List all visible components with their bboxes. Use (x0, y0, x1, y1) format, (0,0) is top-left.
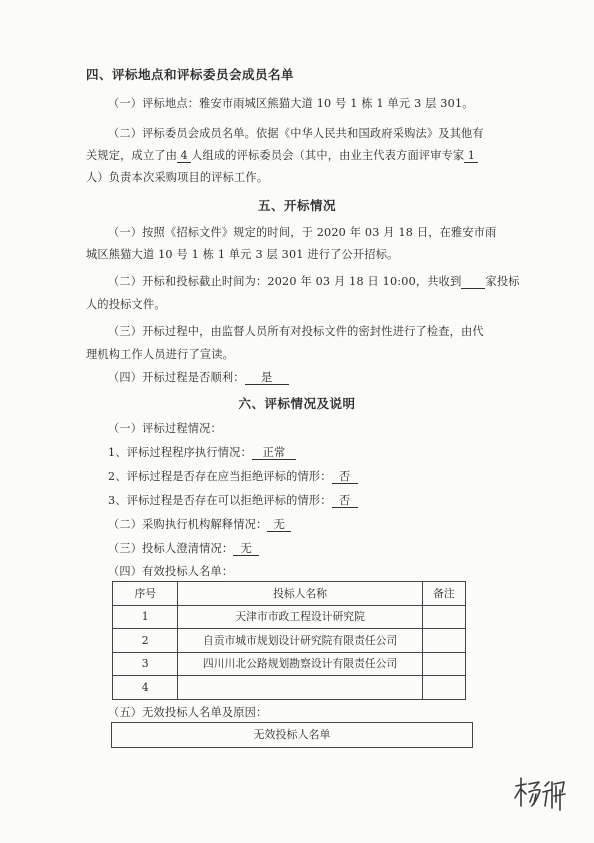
section6-q2-value: 否 (332, 471, 358, 484)
section5-heading: 五、开标情况 (257, 198, 336, 213)
table-cell-index: 3 (113, 652, 178, 676)
table-header-cell: 投标人名称 (178, 582, 422, 606)
section6-sub3-label: （三）投标人澄清情况： (108, 542, 234, 555)
section5-item2-line1 (108, 273, 520, 289)
table-row (113, 676, 466, 700)
section5-item2-text-a: （二）开标和投标截止时间为：2020 年 03 月 18 日 10:00，共收到 (108, 275, 462, 288)
section6-sub2 (108, 516, 291, 532)
section5-item1-line1: （一）按照《招标文件》规定的时间，于 2020 年 03 月 18 日，在雅安市雨 (108, 226, 497, 239)
section6-q2-label: 2、评标过程是否存在应当拒绝评标的情形： (108, 470, 332, 483)
table-row (113, 605, 466, 629)
valid-bidders-table (112, 581, 466, 700)
section4-heading: 四、评标地点和评标委员会成员名单 (86, 67, 295, 82)
section5-item2-line2: 人的投标文件。 (86, 298, 166, 311)
section6-heading: 六、评标情况及说明 (238, 396, 356, 411)
section6-sub2-value: 无 (267, 519, 291, 532)
committee-count: 4 (177, 150, 191, 163)
section4-item2-line2 (86, 147, 478, 163)
section6-q1-value: 正常 (252, 447, 296, 460)
section5-item4 (108, 369, 289, 385)
section5-item4-label: （四）开标过程是否顺利： (108, 371, 245, 384)
section6-q1-label: 1、评标过程程序执行情况： (108, 446, 252, 459)
table-header-cell: 备注 (422, 582, 465, 606)
table-cell-index: 2 (113, 629, 178, 653)
section5-item4-value: 是 (245, 372, 289, 385)
section6-q1 (108, 444, 296, 460)
handwritten-signature (512, 772, 568, 816)
section6-q3-label: 3、评标过程是否存在可以拒绝评标的情形： (108, 494, 332, 507)
section5-item3-line2: 理机构工作人员进行了宣读。 (86, 348, 235, 361)
section6-sub3 (108, 540, 259, 556)
section5-item3-line1: （三）开标过程中，由监督人员所有对投标文件的密封性进行了检查，由代 (108, 325, 484, 338)
table-row (113, 629, 466, 653)
section6-sub1: （一）评标过程情况： (108, 422, 222, 435)
table-cell-index: 4 (113, 676, 178, 700)
section4-item2-text-a: 关规定，成立了由 (86, 149, 178, 162)
section6-sub2-label: （二）采购执行机构解释情况： (108, 518, 268, 531)
table-cell-bidder (178, 676, 422, 700)
table-cell-note (422, 605, 465, 629)
table-cell-bidder: 四川川北公路规划勘察设计有限责任公司 (178, 652, 422, 676)
section4-item2-line3: 人）负责本次采购项目的评标工作。 (86, 171, 269, 184)
table-cell-note (422, 652, 465, 676)
section4-item2-line1: （二）评标委员会成员名单。依据《中华人民共和国政府采购法》及其他有 (108, 127, 484, 140)
table-row (113, 652, 466, 676)
section5-item2-text-b: 家投标 (485, 275, 520, 288)
section6-q3 (108, 492, 358, 508)
section6-q2 (108, 468, 358, 484)
section5-item1-line2: 城区熊猫大道 10 号 1 栋 1 单元 3 层 301 进行了公开招标。 (86, 248, 399, 261)
section4-item2-text-b: 人组成的评标委员会（其中，由业主代表方面评审专家 (191, 149, 465, 162)
table-cell-note (422, 629, 465, 653)
table-cell-note (422, 676, 465, 700)
table-cell-bidder: 自贡市城市规划设计研究院有限责任公司 (178, 629, 422, 653)
section6-sub3-value: 无 (233, 543, 259, 556)
table-cell-bidder: 天津市市政工程设计研究院 (178, 605, 422, 629)
invalid-bidders-box: 无效投标人名单 (111, 722, 473, 748)
section6-q3-value: 否 (332, 495, 358, 508)
table-header-cell: 序号 (113, 582, 178, 606)
section4-item1: （一）评标地点：雅安市雨城区熊猫大道 10 号 1 栋 1 单元 3 层 301。 (108, 97, 474, 110)
bid-count-blank (461, 276, 485, 289)
section6-sub4: （四）有效投标人名单： (108, 565, 234, 578)
section6-sub5: （五）无效投标人名单及原因： (108, 706, 268, 719)
table-header-row (113, 582, 466, 606)
expert-count: 1 (464, 150, 478, 163)
table-cell-index: 1 (113, 605, 178, 629)
